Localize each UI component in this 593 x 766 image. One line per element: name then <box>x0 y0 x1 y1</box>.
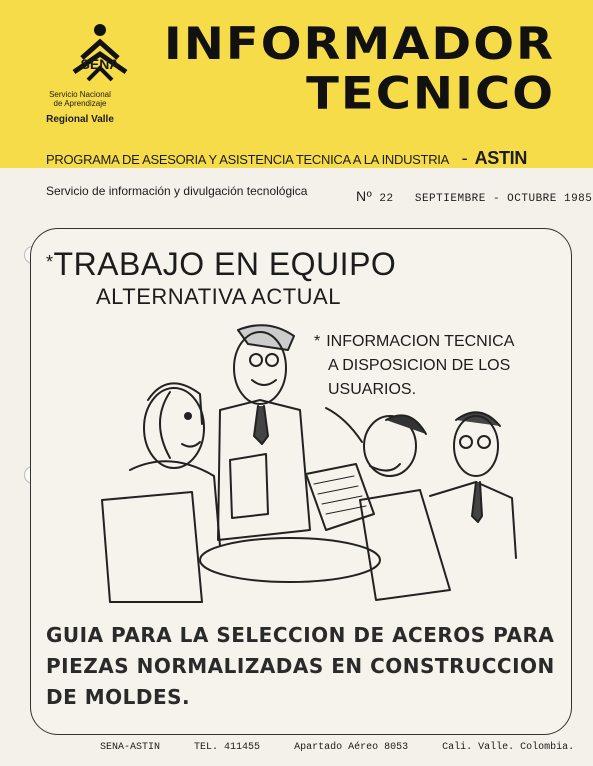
headline-line-1: GUIA PARA LA SELECCION DE ACEROS PARA <box>46 623 555 647</box>
footer-box: Apartado Aéreo 8053 <box>294 742 409 753</box>
footer-contact <box>100 742 580 753</box>
footer-phone: TEL. 411455 <box>194 742 261 753</box>
service-line: Servicio de información y divulgación tecnológica <box>46 184 308 198</box>
masthead-line-2: TECNICO <box>306 68 555 120</box>
program-dash: - <box>461 148 468 168</box>
title-asterisk: * <box>46 252 54 272</box>
footer-city: Cali. Valle. Colombia. <box>442 742 575 753</box>
headline-line-3: DE MOLDES. <box>46 685 191 709</box>
feature-title-text: TRABAJO EN EQUIPO <box>53 246 397 282</box>
headline-line-2: PIEZAS NORMALIZADAS EN CONSTRUCCION <box>46 654 555 678</box>
left-chair-shape <box>102 492 202 602</box>
yellow-header <box>0 0 593 168</box>
program-name: PROGRAMA DE ASESORIA Y ASISTENCIA TECNICA A LA INDUSTRIA <box>46 152 449 167</box>
program-acronym: ASTIN <box>474 148 528 168</box>
right-chair-shape <box>360 490 450 600</box>
note-line-3: USUARIOS. <box>328 381 417 398</box>
issue-date: SEPTIEMBRE - OCTUBRE 1985 <box>414 193 593 205</box>
footer-org: SENA-ASTIN <box>100 742 161 753</box>
program-banner <box>46 148 566 169</box>
logo-sub-line-2: de Aprendizaje <box>53 99 107 108</box>
table-shape <box>200 538 380 582</box>
logo-region: Regional Valle <box>46 114 114 125</box>
note-asterisk: * <box>314 333 321 350</box>
logo-subtitle <box>40 90 120 108</box>
feature-subtitle: ALTERNATIVA ACTUAL <box>96 284 341 309</box>
logo-word: SENA <box>80 56 120 72</box>
team-meeting-illustration <box>90 320 530 610</box>
sena-emblem-icon <box>60 20 140 90</box>
logo-sub-line-1: Servicio Nacional <box>49 90 111 99</box>
cover-headline <box>46 620 566 713</box>
note-line-1: INFORMACION TECNICA <box>326 333 515 350</box>
issue-number: 22 <box>379 193 394 205</box>
masthead-line-1: INFORMADOR <box>163 18 555 70</box>
note-line-2: A DISPOSICION DE LOS <box>328 357 511 374</box>
issue-label: Nº <box>356 188 373 204</box>
masthead-title <box>160 18 555 120</box>
issue-info <box>356 188 592 205</box>
sena-logo <box>40 20 160 130</box>
feature-title <box>46 246 396 283</box>
